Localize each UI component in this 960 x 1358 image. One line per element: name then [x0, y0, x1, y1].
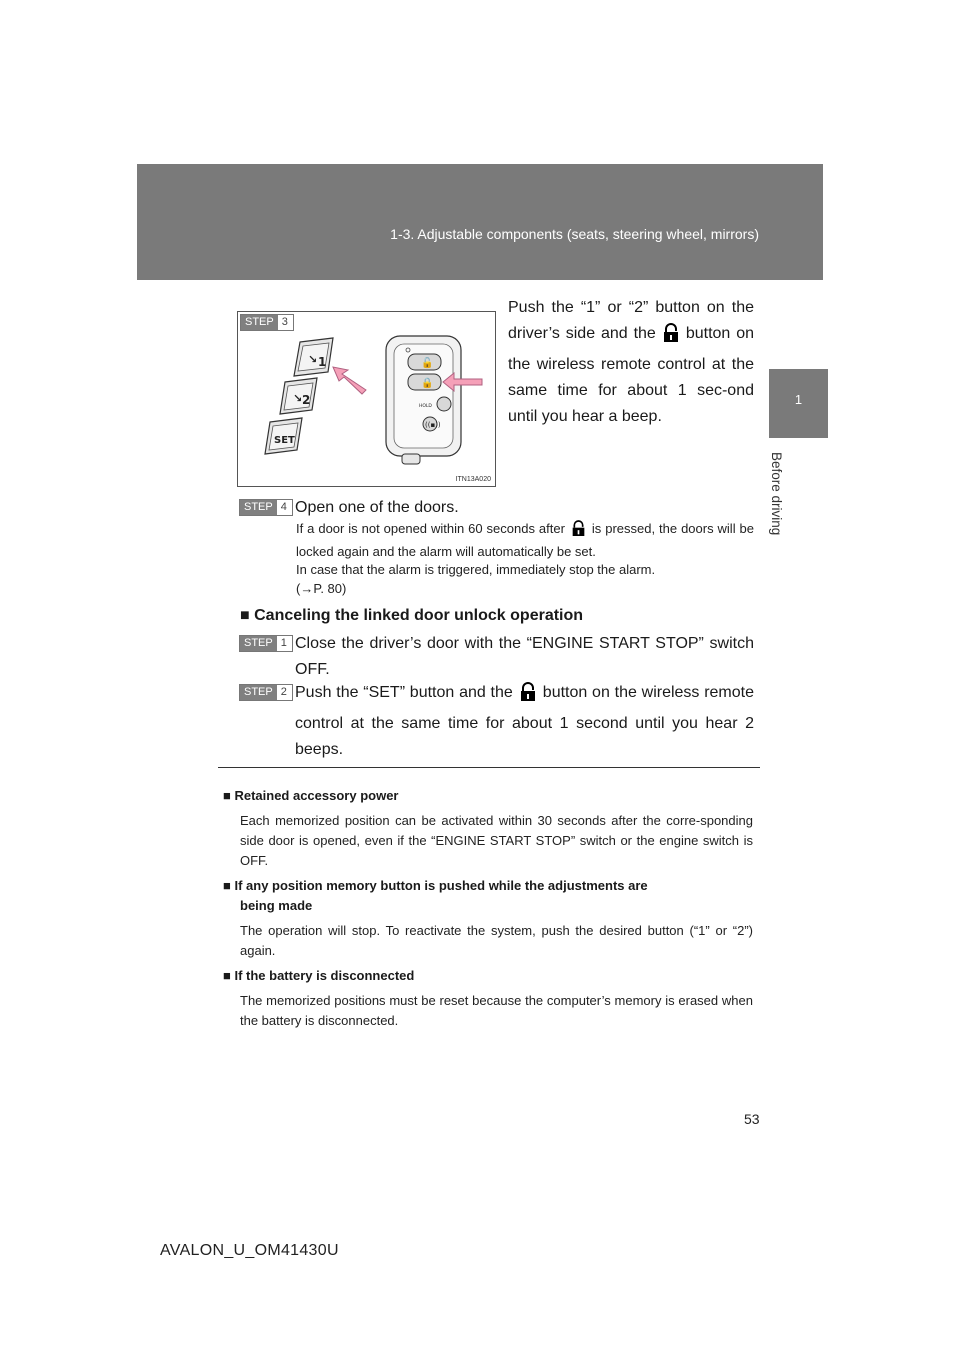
step-3-badge: STEP 3: [240, 314, 294, 331]
section-title: 1-3. Adjustable components (seats, steering wheel, mirrors): [390, 226, 759, 242]
step-3-text: Push the “1” or “2” button on the driver’s side and the button on the wireless remote control at the same time for about 1 sec-ond until you hear a beep.: [508, 299, 754, 425]
chapter-label: Before driving: [769, 452, 784, 536]
step-4-text: Open one of the doors.: [295, 499, 459, 516]
cancel-step-1-badge: STEP 1: [239, 635, 293, 652]
cancel-step-1-text: Close the driver’s door with the “ENGINE START STOP” switch OFF.: [295, 635, 754, 678]
svg-text:↘: ↘: [308, 353, 318, 366]
arrow-to-button-1: [333, 367, 366, 394]
lock-icon: [571, 520, 586, 543]
note-body-memory-button: The operation will stop. To reactivate the system, push the desired button (“1” or “2”) again.: [240, 923, 753, 958]
lock-icon: [519, 682, 537, 711]
lock-icon: [662, 323, 680, 352]
memory-remote-figure: [237, 311, 496, 487]
svg-text:1: 1: [318, 355, 327, 369]
cancel-step-2-text: Push the “SET” button and the button on the wireless remote control at the same time for about 1 second until you hear 2 beeps.: [295, 684, 755, 758]
figure-code: ITN13A020: [455, 476, 491, 483]
svg-text:🔓: 🔓: [421, 358, 434, 369]
svg-text:((▪)): ((▪)): [425, 421, 441, 429]
wireless-remote: [386, 336, 461, 464]
step-4-note: If a door is not opened within 60 seconds after is pressed, the doors will be locked again and the alarm will automatically be set. In case that the alarm is triggered, immediately stop the alarm. (→P. 80): [296, 521, 754, 596]
svg-text:HOLD: HOLD: [419, 404, 432, 409]
memory-button-1: [294, 338, 333, 376]
svg-text:🔒: 🔒: [421, 378, 434, 389]
cancel-section-title: ■ Canceling the linked door unlock operation: [240, 607, 584, 624]
cancel-step-2-badge: STEP 2: [239, 684, 293, 701]
section-divider: [218, 767, 760, 768]
document-code: AVALON_U_OM41430U: [160, 1242, 339, 1259]
page-number: 53: [744, 1111, 760, 1127]
svg-text:↘: ↘: [293, 392, 303, 405]
note-title-memory-button: ■ If any position memory button is pushed while the adjustments are being made: [223, 878, 648, 913]
section-header: [137, 164, 823, 280]
svg-text:SET: SET: [274, 435, 295, 446]
chapter-number: 1: [794, 392, 803, 407]
note-body-battery: The memorized positions must be reset because the computer’s memory is erased when the battery is disconnected.: [240, 993, 753, 1028]
note-body-accessory-power: Each memorized position can be activated within 30 seconds after the corre-sponding side door is opened, even if the “ENGINE START STOP” switch or the engine switch is OFF.: [240, 813, 753, 868]
svg-text:2: 2: [302, 393, 311, 407]
note-title-battery: ■ If the battery is disconnected: [223, 968, 415, 983]
figure-illustration: [238, 312, 495, 486]
note-title-accessory-power: ■ Retained accessory power: [223, 788, 399, 803]
step-4-badge: STEP 4: [239, 499, 293, 516]
memory-button-2: [280, 378, 317, 414]
memory-button-set: [265, 418, 302, 454]
